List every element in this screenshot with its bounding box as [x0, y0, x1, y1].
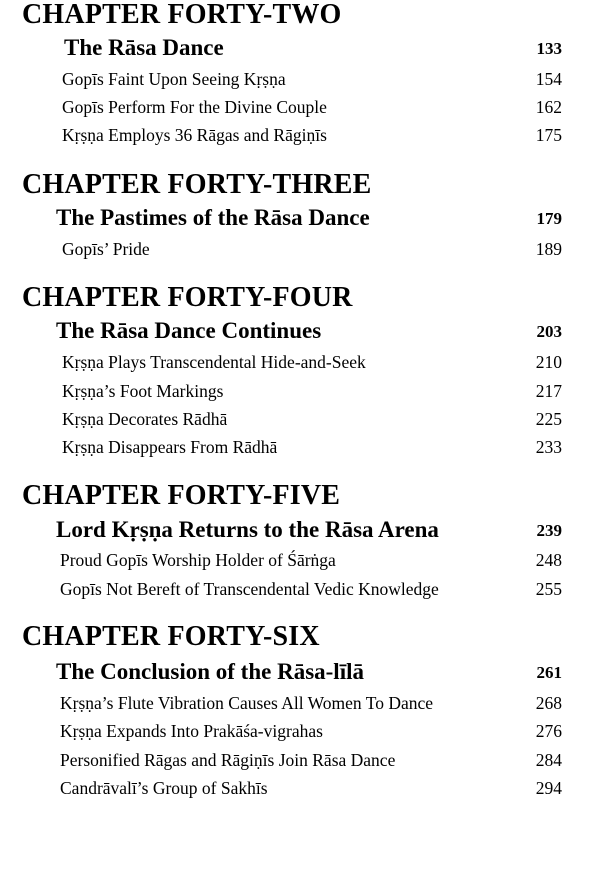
chapter-title: The Pastimes of the Rāsa Dance — [56, 205, 370, 230]
page-number: 233 — [535, 437, 562, 457]
entry-label: Gopīs Perform For the Divine Couple — [62, 97, 327, 117]
toc-entry[interactable] — [22, 123, 562, 149]
chapter-title: The Rāsa Dance — [64, 35, 224, 60]
entry-label: Kṛṣṇa’s Flute Vibration Causes All Women To Dance — [60, 693, 434, 713]
chapter-42 — [22, 0, 582, 145]
toc-entry[interactable] — [22, 435, 562, 461]
toc-entry[interactable] — [22, 719, 562, 745]
entry-label: Gopīs Faint Upon Seeing Kṛṣṇa — [62, 69, 286, 89]
entry-label: Proud Gopīs Worship Holder of Śārṅga — [60, 550, 336, 570]
page-number: 294 — [535, 778, 562, 798]
chapter-heading: CHAPTER FORTY-SIX — [22, 621, 320, 652]
toc-entry[interactable] — [22, 748, 562, 774]
page-number: 203 — [536, 322, 562, 341]
chapter-heading: CHAPTER FORTY-FIVE — [22, 480, 341, 511]
entry-label: Kṛṣṇa’s Foot Markings — [62, 381, 224, 401]
chapter-44 — [22, 282, 582, 457]
page-number: 189 — [535, 239, 562, 259]
toc-entry[interactable] — [22, 776, 562, 802]
chapter-43 — [22, 169, 582, 259]
chapter-title: The Rāsa Dance Continues — [56, 318, 322, 343]
chapter-heading: CHAPTER FORTY-THREE — [22, 169, 372, 200]
chapter-title-row[interactable] — [22, 517, 562, 543]
entry-label: Kṛṣṇa Employs 36 Rāgas and Rāgiṇīs — [62, 125, 327, 145]
entry-label: Personified Rāgas and Rāgiṇīs Join Rāsa Dance — [60, 750, 396, 770]
page-number: 133 — [536, 39, 562, 58]
page-number: 162 — [535, 97, 562, 117]
toc-entry[interactable] — [22, 67, 562, 93]
toc-entry[interactable] — [22, 577, 562, 603]
page-number: 179 — [536, 209, 562, 228]
entry-label: Candrāvalī’s Group of Sakhīs — [60, 778, 268, 798]
page-number: 154 — [535, 69, 562, 89]
entry-label: Gopīs Not Bereft of Transcendental Vedic Knowledge — [60, 579, 439, 599]
toc-entry[interactable] — [22, 548, 562, 574]
chapter-title-row[interactable] — [22, 659, 562, 685]
chapter-heading: CHAPTER FORTY-TWO — [22, 0, 342, 30]
toc-entry[interactable] — [22, 379, 562, 405]
chapter-heading: CHAPTER FORTY-FOUR — [22, 282, 353, 313]
page-number: 255 — [535, 579, 562, 599]
entry-label: Kṛṣṇa Disappears From Rādhā — [62, 437, 278, 457]
page-number: 210 — [535, 352, 562, 372]
chapter-title-row[interactable] — [22, 205, 562, 231]
toc-entry[interactable] — [22, 691, 562, 717]
entry-label: Kṛṣṇa Plays Transcendental Hide-and-Seek — [62, 352, 366, 372]
entry-label: Kṛṣṇa Expands Into Prakāśa-vigrahas — [60, 721, 323, 741]
entry-label: Gopīs’ Pride — [62, 239, 150, 259]
page-number: 175 — [535, 125, 562, 145]
page-number: 239 — [536, 521, 562, 540]
chapter-45 — [22, 480, 582, 599]
chapter-title: Lord Kṛṣṇa Returns to the Rāsa Arena — [56, 517, 439, 542]
chapter-46 — [22, 621, 582, 798]
toc-entry[interactable] — [22, 95, 562, 121]
toc-entry[interactable] — [22, 237, 562, 263]
page-number: 261 — [536, 663, 562, 682]
toc-entry[interactable] — [22, 350, 562, 376]
chapter-title-row[interactable] — [22, 35, 562, 61]
page-number: 276 — [535, 721, 562, 741]
chapter-title-row[interactable] — [22, 318, 562, 344]
toc-entry[interactable] — [22, 407, 562, 433]
page-number: 268 — [535, 693, 562, 713]
page-number: 284 — [535, 750, 562, 770]
page-number: 217 — [535, 381, 562, 401]
page-number: 248 — [535, 550, 562, 570]
page-number: 225 — [535, 409, 562, 429]
chapter-title: The Conclusion of the Rāsa-līlā — [56, 659, 364, 684]
entry-label: Kṛṣṇa Decorates Rādhā — [62, 409, 228, 429]
